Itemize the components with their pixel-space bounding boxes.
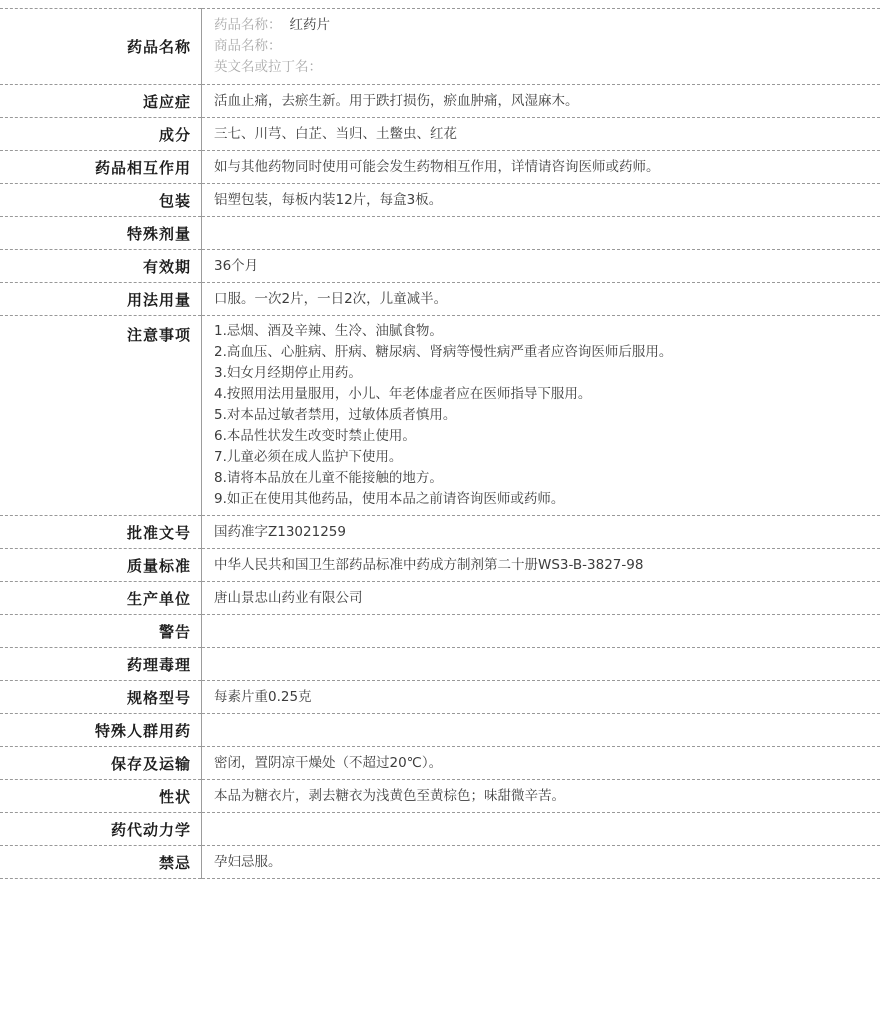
row-value-shelf-life: 36个月 xyxy=(202,250,880,283)
table-row-quality-standard xyxy=(0,549,880,582)
table-row-pharmacology-toxicology xyxy=(0,648,880,681)
row-label-shelf-life: 有效期 xyxy=(0,250,202,283)
latin-name-value xyxy=(322,59,330,75)
row-value-precautions xyxy=(202,316,880,516)
table-row-drug-interactions xyxy=(0,151,880,184)
trade-name-value xyxy=(282,38,290,54)
row-value-approval-number: 国药准字Z13021259 xyxy=(202,516,880,549)
drug-name-key: 药品名称： xyxy=(214,17,282,33)
row-label-dosage-usage: 用法用量 xyxy=(0,283,202,316)
row-value-quality-standard: 中华人民共和国卫生部药品标准中药成方制剂第二十册WS3-B-3827-98 xyxy=(202,549,880,582)
row-value-packaging: 铝塑包装，每板内装12片，每盒3板。 xyxy=(202,184,880,217)
precaution-line: 6.本品性状发生改变时禁止使用。 xyxy=(214,426,868,447)
table-row-storage-transport xyxy=(0,747,880,780)
row-value-special-dosage xyxy=(202,217,880,250)
row-value-warnings xyxy=(202,615,880,648)
precaution-line: 8.请将本品放在儿童不能接触的地方。 xyxy=(214,468,868,489)
table-row-contraindications xyxy=(0,846,880,879)
table-row-specification xyxy=(0,681,880,714)
row-value-indications: 活血止痛，去瘀生新。用于跌打损伤，瘀血肿痛，风湿麻木。 xyxy=(202,85,880,118)
latin-name-field xyxy=(214,57,868,78)
row-value-ingredients: 三七、川芎、白芷、当归、土鳖虫、红花 xyxy=(202,118,880,151)
row-label-ingredients: 成分 xyxy=(0,118,202,151)
table-row-warnings xyxy=(0,615,880,648)
table-row-approval-number xyxy=(0,516,880,549)
table-row-special-populations xyxy=(0,714,880,747)
row-label-indications: 适应症 xyxy=(0,85,202,118)
row-label-contraindications: 禁忌 xyxy=(0,846,202,879)
row-value-drug-interactions: 如与其他药物同时使用可能会发生药物相互作用，详情请咨询医师或药师。 xyxy=(202,151,880,184)
row-value-dosage-usage: 口服。一次2片，一日2次，儿童减半。 xyxy=(202,283,880,316)
row-label-quality-standard: 质量标准 xyxy=(0,549,202,582)
row-value-storage-transport: 密闭，置阴凉干燥处（不超过20℃）。 xyxy=(202,747,880,780)
table-row-precautions xyxy=(0,316,880,516)
row-value-drug-name xyxy=(202,9,880,85)
table-row-ingredients xyxy=(0,118,880,151)
trade-name-key: 商品名称： xyxy=(214,38,282,54)
drug-name-value: 红药片 xyxy=(282,17,331,33)
row-label-warnings: 警告 xyxy=(0,615,202,648)
table-row-manufacturer xyxy=(0,582,880,615)
row-label-specification: 规格型号 xyxy=(0,681,202,714)
table-row-shelf-life xyxy=(0,250,880,283)
row-label-storage-transport: 保存及运输 xyxy=(0,747,202,780)
table-row-drug-name xyxy=(0,9,880,85)
row-value-manufacturer: 唐山景忠山药业有限公司 xyxy=(202,582,880,615)
row-label-drug-interactions: 药品相互作用 xyxy=(0,151,202,184)
table-row-dosage-usage xyxy=(0,283,880,316)
row-label-special-populations: 特殊人群用药 xyxy=(0,714,202,747)
row-label-manufacturer: 生产单位 xyxy=(0,582,202,615)
table-row-packaging xyxy=(0,184,880,217)
precaution-line: 9.如正在使用其他药品，使用本品之前请咨询医师或药师。 xyxy=(214,489,868,510)
row-label-characteristics: 性状 xyxy=(0,780,202,813)
row-label-packaging: 包装 xyxy=(0,184,202,217)
drug-info-table xyxy=(0,8,880,879)
row-label-approval-number: 批准文号 xyxy=(0,516,202,549)
table-row-characteristics xyxy=(0,780,880,813)
row-label-drug-name: 药品名称 xyxy=(0,9,202,85)
precaution-line: 1.忌烟、酒及辛辣、生冷、油腻食物。 xyxy=(214,321,868,342)
row-label-pharmacokinetics: 药代动力学 xyxy=(0,813,202,846)
precaution-line: 3.妇女月经期停止用药。 xyxy=(214,363,868,384)
precaution-line: 4.按照用法用量服用，小儿、年老体虚者应在医师指导下服用。 xyxy=(214,384,868,405)
row-value-specification: 每素片重0.25克 xyxy=(202,681,880,714)
latin-name-key: 英文名或拉丁名： xyxy=(214,59,322,75)
row-value-contraindications: 孕妇忌服。 xyxy=(202,846,880,879)
row-value-pharmacology-toxicology xyxy=(202,648,880,681)
table-row-pharmacokinetics xyxy=(0,813,880,846)
row-label-special-dosage: 特殊剂量 xyxy=(0,217,202,250)
row-value-pharmacokinetics xyxy=(202,813,880,846)
table-row-special-dosage xyxy=(0,217,880,250)
drug-name-field xyxy=(214,15,868,36)
row-value-special-populations xyxy=(202,714,880,747)
row-value-characteristics: 本品为糖衣片，剥去糖衣为浅黄色至黄棕色；味甜微辛苦。 xyxy=(202,780,880,813)
trade-name-field xyxy=(214,36,868,57)
precaution-line: 7.儿童必须在成人监护下使用。 xyxy=(214,447,868,468)
table-row-indications xyxy=(0,85,880,118)
row-label-precautions: 注意事项 xyxy=(0,316,202,516)
precaution-line: 2.高血压、心脏病、肝病、糖尿病、肾病等慢性病严重者应咨询医师后服用。 xyxy=(214,342,868,363)
precaution-line: 5.对本品过敏者禁用，过敏体质者慎用。 xyxy=(214,405,868,426)
row-label-pharmacology-toxicology: 药理毒理 xyxy=(0,648,202,681)
